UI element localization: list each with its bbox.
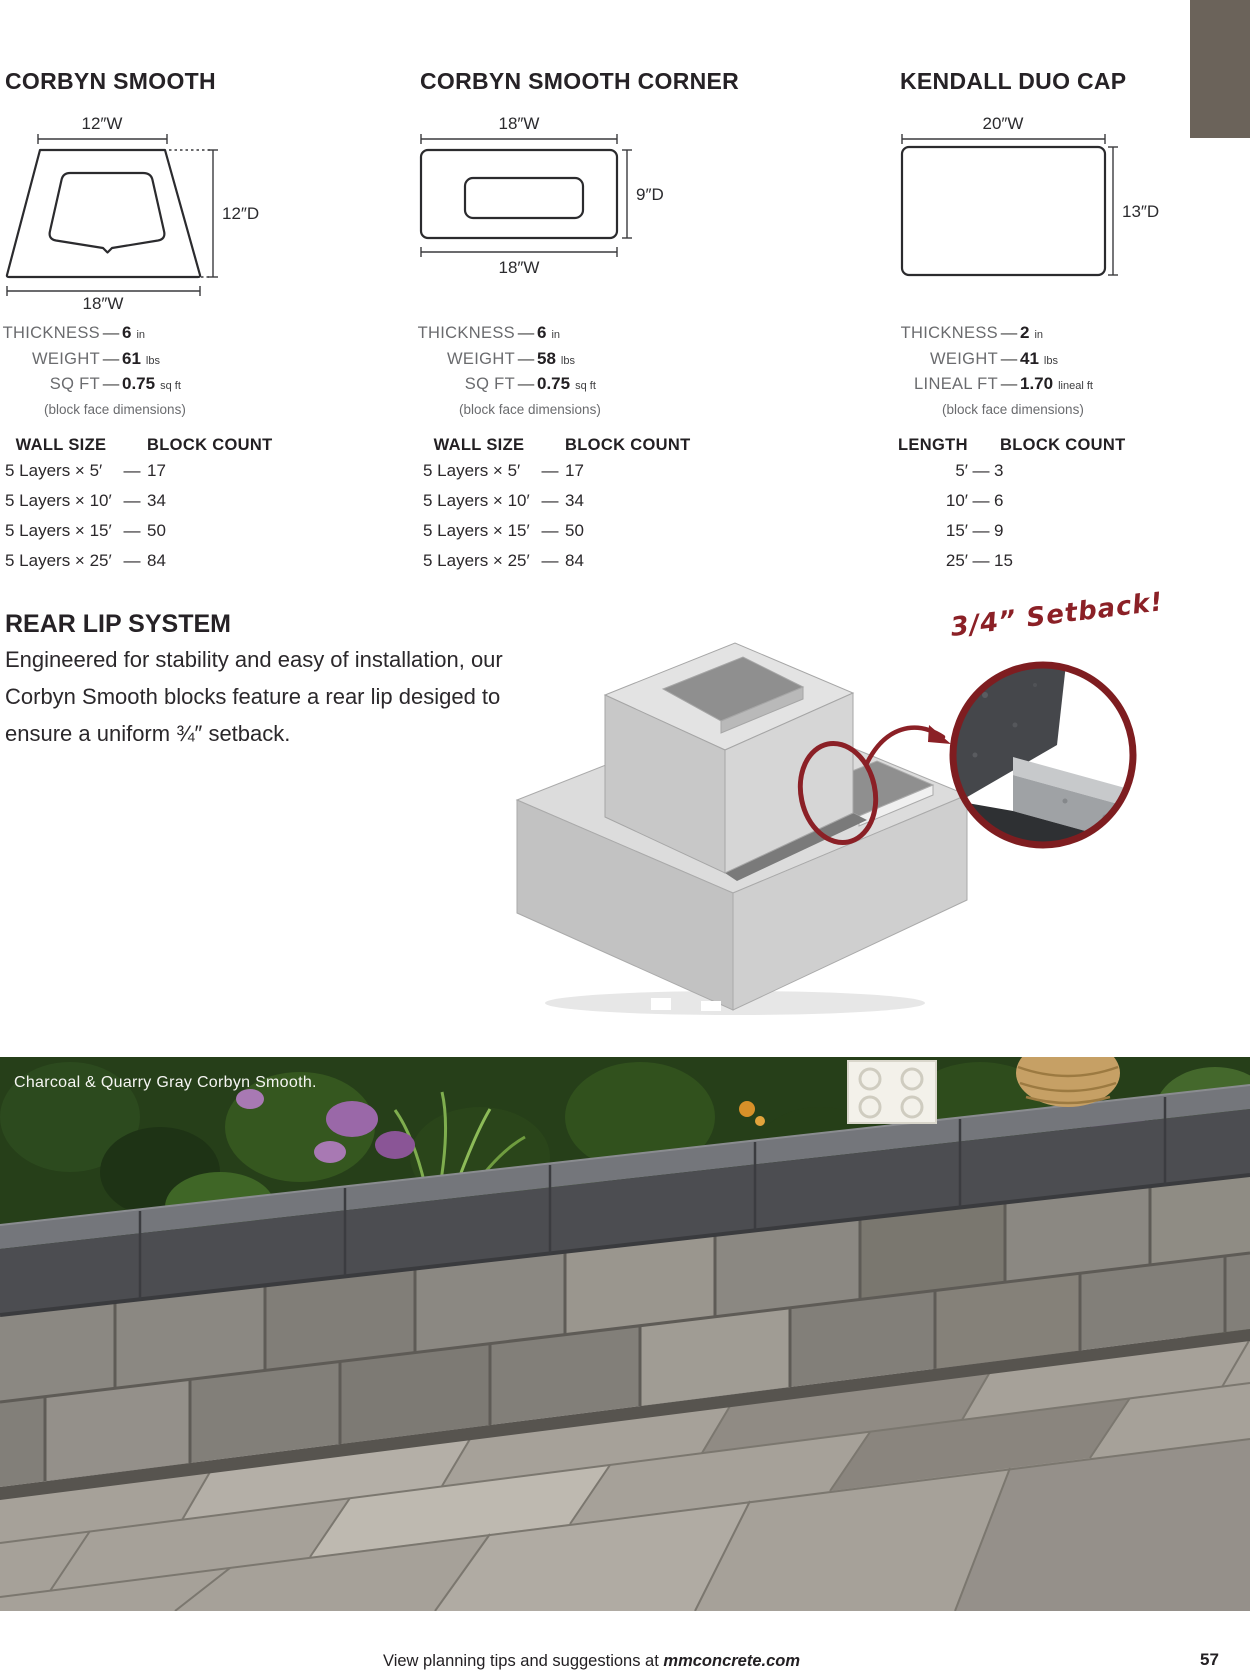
spec-note: (block face dimensions) bbox=[942, 401, 1084, 417]
dim-depth: 13″D bbox=[1122, 202, 1160, 221]
product-title-corbyn-smooth-corner: CORBYN SMOOTH CORNER bbox=[420, 68, 740, 94]
decorative-cube bbox=[848, 1061, 936, 1123]
spec-weight: WEIGHT — 41 lbs bbox=[930, 348, 1058, 368]
product-photo bbox=[0, 1057, 1250, 1611]
wall-size-table-corbyn-smooth-corner bbox=[423, 436, 691, 581]
corner-tab bbox=[1190, 0, 1250, 138]
table-row: 5 Layers × 10′ — 34 bbox=[423, 491, 584, 510]
block-outline bbox=[7, 150, 200, 277]
table-row: 10′ — 6 bbox=[945, 491, 1004, 510]
table-row: 5 Layers × 25′ — 84 bbox=[5, 551, 166, 570]
magnifier-circle bbox=[950, 655, 1136, 851]
footer-text: View planning tips and suggestions at bbox=[383, 1652, 659, 1670]
specs-corbyn-smooth bbox=[0, 323, 360, 417]
table-row: 5 Layers × 15′ — 50 bbox=[5, 521, 166, 540]
spec-sqft: SQ FT — 0.75 sq ft bbox=[49, 374, 181, 393]
spec-note: (block face dimensions) bbox=[459, 401, 601, 417]
table-header: LENGTH BLOCK COUNT bbox=[898, 436, 1126, 454]
corbyn-smooth-diagram bbox=[0, 112, 270, 312]
table-header: WALL SIZE BLOCK COUNT bbox=[433, 436, 691, 454]
spec-thickness: THICKNESS — 6 in bbox=[417, 323, 561, 342]
dim-depth: 9″D bbox=[636, 185, 664, 204]
dim-bottom-width: 18″W bbox=[82, 294, 124, 312]
setback-annotation: 3/4” Setback! bbox=[948, 587, 1166, 643]
footer-site-link: mmconcrete.com bbox=[663, 1652, 801, 1670]
table-row: 5 Layers × 5′ — 17 bbox=[423, 461, 584, 480]
corbyn-smooth-corner-diagram bbox=[380, 112, 680, 287]
spec-thickness: THICKNESS — 6 in bbox=[2, 323, 146, 342]
spec-note: (block face dimensions) bbox=[44, 401, 186, 417]
rear-lip-illustration bbox=[505, 595, 1155, 1015]
product-title-corbyn-smooth: CORBYN SMOOTH bbox=[5, 68, 216, 94]
wall-size-table-corbyn-smooth bbox=[5, 436, 273, 581]
setback-arrow-icon bbox=[867, 725, 951, 763]
table-row: 5′ — 3 bbox=[955, 461, 1004, 480]
spec-thickness: THICKNESS — 2 in bbox=[900, 323, 1044, 342]
block-outline bbox=[421, 150, 617, 238]
dim-top-width: 12″W bbox=[81, 114, 123, 133]
rear-lip-heading: REAR LIP SYSTEM bbox=[5, 610, 231, 638]
footer bbox=[383, 1652, 800, 1671]
spec-lineal-ft: LINEAL FT — 1.70 lineal ft bbox=[914, 374, 1093, 393]
table-row: 25′ — 15 bbox=[945, 551, 1013, 570]
dim-depth: 12″D bbox=[222, 204, 260, 223]
spec-weight: WEIGHT — 61 lbs bbox=[32, 348, 160, 368]
length-table-kendall-duo-cap bbox=[898, 436, 1126, 581]
specs-corbyn-smooth-corner bbox=[415, 323, 775, 417]
table-header: WALL SIZE BLOCK COUNT bbox=[15, 436, 273, 454]
table-row: 5 Layers × 15′ — 50 bbox=[423, 521, 584, 540]
table-row: 5 Layers × 5′ — 17 bbox=[5, 461, 166, 480]
dim-top-width: 20″W bbox=[982, 114, 1024, 133]
table-row: 5 Layers × 10′ — 34 bbox=[5, 491, 166, 510]
photo-caption: Charcoal & Quarry Gray Corbyn Smooth. bbox=[14, 1074, 317, 1091]
dim-top-width: 18″W bbox=[498, 114, 540, 133]
spec-weight: WEIGHT — 58 lbs bbox=[447, 348, 575, 368]
table-row: 15′ — 9 bbox=[945, 521, 1004, 540]
specs-kendall-duo-cap bbox=[898, 323, 1250, 417]
kendall-duo-cap-diagram bbox=[880, 112, 1190, 292]
product-title-kendall-duo-cap: KENDALL DUO CAP bbox=[900, 68, 1127, 94]
rear-lip-body: Engineered for stability and easy of installation, our Corbyn Smooth blocks feature a rear lip desiged to ensure a uniform ¾″ setback. bbox=[5, 647, 503, 746]
block-outline bbox=[902, 147, 1105, 275]
page-number: 57 bbox=[1200, 1650, 1219, 1669]
spec-sqft: SQ FT — 0.75 sq ft bbox=[464, 374, 596, 393]
dim-bottom-width: 18″W bbox=[498, 258, 540, 277]
table-row: 5 Layers × 25′ — 84 bbox=[423, 551, 584, 570]
basket bbox=[1016, 1057, 1120, 1107]
